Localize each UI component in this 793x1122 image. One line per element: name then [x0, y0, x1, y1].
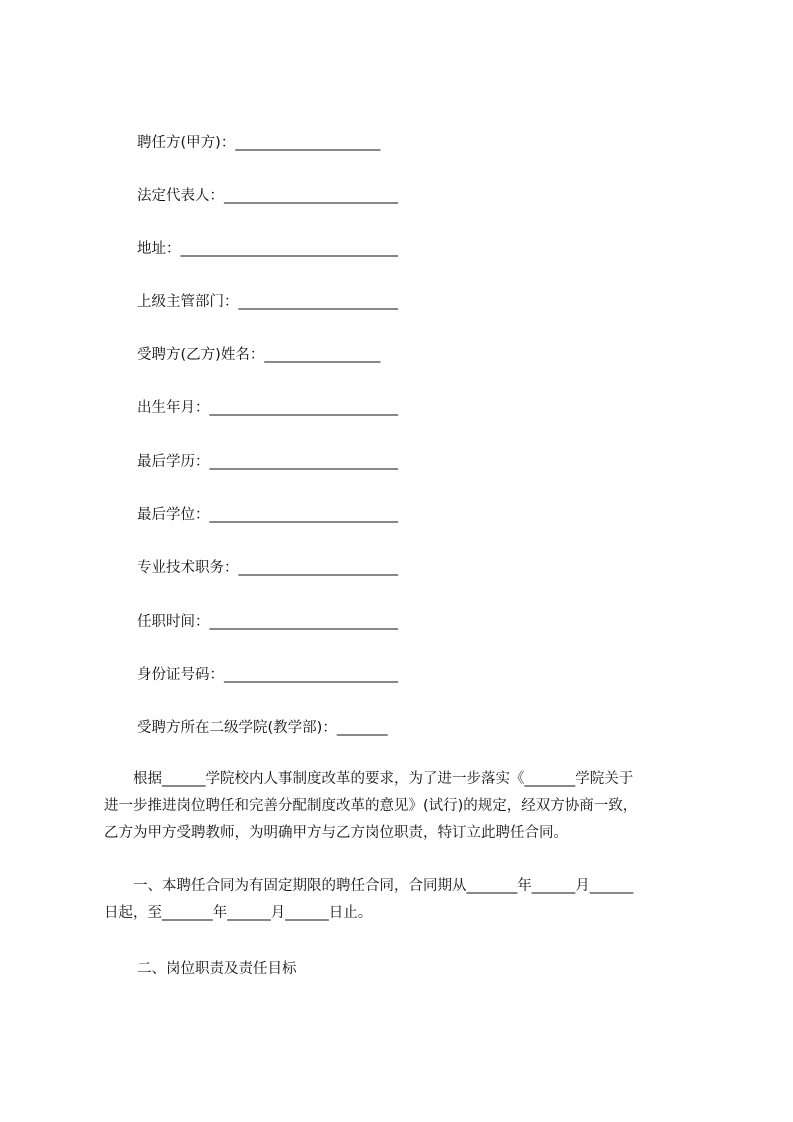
employer-label: 聘任方(甲方)： [137, 135, 236, 151]
address-blank: ______________________________ [180, 241, 398, 257]
birth-date-field [137, 398, 398, 418]
id-number-blank: ________________________ [224, 667, 398, 683]
college-label: 受聘方所在二级学院(教学部)： [137, 720, 337, 736]
intro-paragraph [104, 766, 704, 847]
degree-blank: __________________________ [209, 507, 398, 523]
birth-date-label: 出生年月： [137, 400, 210, 416]
intro-line: 乙方为甲方受聘教师，为明确甲方与乙方岗位职责，特订立此聘任合同。 [104, 825, 568, 841]
college-blank: _______ [336, 720, 388, 736]
intro-line: 根据______学院校内人事制度改革的要求，为了进一步落实《_______学院关于 [104, 771, 634, 787]
id-number-field [137, 665, 398, 685]
employee-name-label: 受聘方(乙方)姓名： [137, 347, 265, 363]
clause-1-line: 一、本聘任合同为有固定期限的聘任合同，合同期从_______年______月______ [104, 878, 634, 894]
education-label: 最后学历： [137, 454, 210, 470]
birth-date-blank: __________________________ [209, 400, 398, 416]
supervising-department-label: 上级主管部门： [137, 294, 239, 310]
appointment-time-field [137, 612, 398, 632]
id-number-label: 身份证号码： [137, 667, 224, 683]
clause-1-line: 日起，至_______年______月______日止。 [104, 905, 373, 921]
education-field [137, 452, 398, 472]
employee-name-field [137, 345, 380, 365]
professional-title-label: 专业技术职务： [137, 560, 239, 576]
employer-blank: ____________________ [235, 135, 381, 151]
employer-field [137, 133, 380, 153]
appointment-time-label: 任职时间： [137, 614, 210, 630]
degree-label: 最后学位： [137, 507, 210, 523]
clause-2-heading: 二、岗位职责及责任目标 [137, 961, 297, 977]
legal-representative-field [137, 186, 398, 206]
professional-title-field [137, 558, 398, 578]
appointment-time-blank: __________________________ [209, 614, 398, 630]
supervising-department-field [137, 292, 398, 312]
education-blank: __________________________ [209, 454, 398, 470]
college-field [137, 718, 388, 738]
professional-title-blank: ______________________ [238, 560, 398, 576]
clause-1-paragraph [104, 873, 704, 927]
employee-name-blank: ________________ [264, 347, 381, 363]
legal-representative-blank: ________________________ [224, 188, 398, 204]
supervising-department-blank: ______________________ [238, 294, 398, 310]
address-label: 地址： [137, 241, 181, 257]
degree-field [137, 505, 398, 525]
legal-representative-label: 法定代表人： [137, 188, 224, 204]
intro-line: 进一步推进岗位聘任和完善分配制度改革的意见》(试行)的规定，经双方协商一致， [104, 798, 638, 814]
address-field [137, 239, 398, 259]
